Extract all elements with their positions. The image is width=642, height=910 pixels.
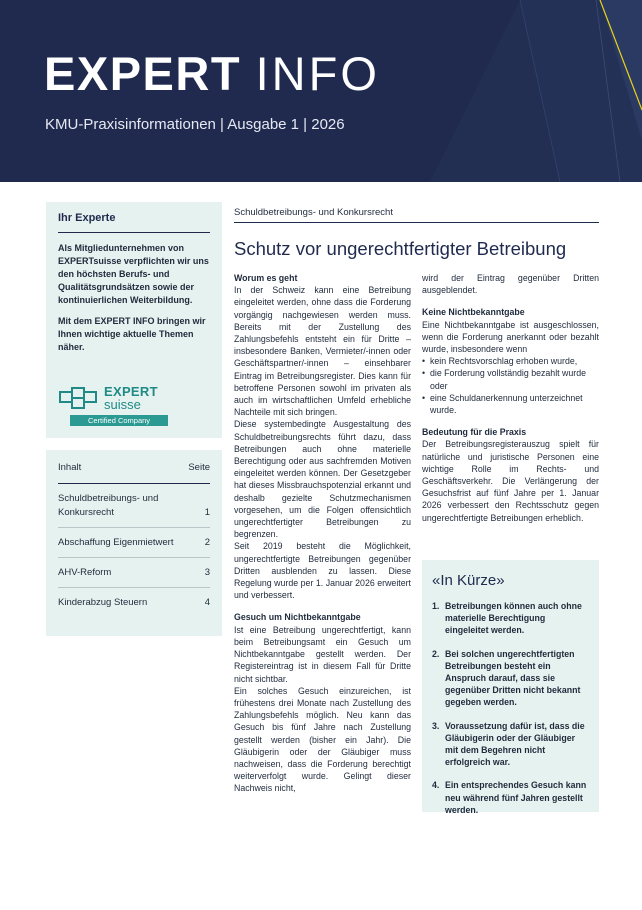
title-light: INFO bbox=[255, 47, 380, 100]
summary-number: 3. bbox=[432, 720, 440, 731]
section-label: Schuldbetreibungs- und Konkursrecht bbox=[234, 207, 393, 218]
summary-title: «In Kürze» bbox=[432, 572, 505, 589]
summary-item bbox=[432, 648, 590, 709]
summary-number: 4. bbox=[432, 780, 440, 791]
toc-header bbox=[58, 450, 210, 484]
certified-badge: Certified Company bbox=[70, 415, 168, 426]
toc-title: AHV-Reform bbox=[58, 567, 112, 578]
paragraph: wird der Eintrag gegenüber Dritten ausgeblendet. bbox=[422, 273, 599, 296]
subheading: Bedeutung für die Praxis bbox=[422, 427, 527, 438]
toc-page: 1 bbox=[204, 507, 210, 518]
expertsuisse-logo bbox=[58, 384, 168, 424]
summary-text: Bei solchen ungerechtfertigten Betreibungen besteht ein Anspruch darauf, dass sie gegenüber Dritten nicht bekannt gegeben werden. bbox=[445, 648, 581, 708]
toc-row[interactable] bbox=[58, 588, 210, 617]
toc-header-right: Seite bbox=[188, 462, 210, 473]
subheading: Worum es geht bbox=[234, 273, 298, 283]
table-of-contents bbox=[46, 450, 222, 636]
toc-row[interactable] bbox=[58, 484, 210, 528]
expertsuisse-mark-icon bbox=[58, 386, 100, 410]
article-column-2 bbox=[422, 272, 599, 524]
list-item: • kein Rechtsvorschlag erhoben wurde, bbox=[422, 355, 599, 367]
summary-number: 2. bbox=[432, 648, 440, 659]
header-banner bbox=[0, 0, 642, 182]
subheading: Gesuch um Nichtbekanntgabe bbox=[234, 612, 361, 623]
summary-item bbox=[432, 600, 590, 637]
publication-title bbox=[44, 47, 380, 100]
summary-text: Voraussetzung dafür ist, dass die Gläubigerin oder der Gläubiger mit dem Begehren nicht erfolgreich war. bbox=[445, 720, 585, 768]
paragraph: Seit 2019 besteht die Möglichkeit, ungerechtfertigte Betreibungen gegenüber Dritten ausblenden zu lassen. Diese Regelung wurde per 1. Januar 2026 erweitert und verbessert. bbox=[234, 541, 411, 601]
summary-number: 1. bbox=[432, 601, 440, 611]
article-title: Schutz vor ungerechtfertigter Betreibung bbox=[234, 238, 567, 259]
summary-box bbox=[422, 560, 599, 815]
expert-paragraph: Als Mitgliedunternehmen von EXPERTsuisse verpflichten wir uns den höchsten Berufs- und Qualitätsgrundsätzen sowie der kontinuierlichen Weiterbildung. bbox=[58, 243, 209, 305]
logo-line2: suisse bbox=[104, 397, 141, 412]
paragraph: Eine Nichtbekanntgabe ist ausgeschlossen, wenn die Forderung anerkannt oder bezahlt wurde, insbesondere wenn bbox=[422, 319, 599, 355]
subheading: Keine Nichtbekanntgabe bbox=[422, 307, 525, 318]
toc-page: 3 bbox=[204, 567, 210, 578]
toc-title: Schuldbetreibungs- und Konkursrecht bbox=[58, 493, 159, 518]
publication-subtitle: KMU-Praxisinformationen | Ausgabe 1 | 2026 bbox=[45, 116, 345, 133]
list-item: • die Forderung vollständig bezahlt wurde oder bbox=[422, 367, 599, 391]
toc-page: 2 bbox=[204, 537, 210, 548]
paragraph: In der Schweiz kann eine Betreibung eingeleitet werden, ohne dass die Forderung vorgängig nachgewiesen werden muss. Bereits mit der Zustellung des Zahlungsbefehls entsteht ein für Dritte – insbesondere Banken, Vermieter/-innen oder Geschäftspartner/-innen – einsehbarer Eintrag im Betreibungsregister. Dies kann für betroffene Personen sowohl im privaten als auch im wirtschaftlichen Umfeld erhebliche Nachteile mit sich bringen. bbox=[234, 285, 411, 418]
summary-item bbox=[432, 779, 590, 816]
bullet-list bbox=[422, 355, 599, 416]
toc-row[interactable] bbox=[58, 528, 210, 558]
paragraph: Ein solches Gesuch einzureichen, ist frühestens drei Monate nach Zustellung des Zahlungsbefehls möglich. Neu kann das Gesuch bis fünf Jahre nach Zustellung gestellt werden (bisher ein Jahr). Die Gläubigerin oder der Gläubiger muss nachweisen, dass die Forderung berechtigt weiterverfolgt wurde. Gelingt dieser Nachweis nicht, bbox=[234, 685, 411, 794]
article-column-1 bbox=[234, 272, 411, 795]
toc-title: Abschaffung Eigenmietwert bbox=[58, 537, 174, 548]
toc-header-left: Inhalt bbox=[58, 462, 82, 473]
toc-title: Kinderabzug Steuern bbox=[58, 597, 148, 608]
paragraph: Ist eine Betreibung ungerechtfertigt, kann beim Betreibungsamt ein Gesuch um Nichtbekanntgabe gestellt werden. Der Registereintrag ist in diesem Fall für Dritte nicht sichtbar. bbox=[234, 624, 411, 684]
section-divider bbox=[234, 222, 599, 223]
summary-item bbox=[432, 720, 590, 769]
summary-text: Betreibungen können auch ohne materielle Berechtigung eingeleitet werden. bbox=[445, 601, 582, 636]
expert-paragraph: Mit dem EXPERT INFO bringen wir Ihnen wichtige aktuelle Themen näher. bbox=[58, 316, 206, 352]
summary-text: Ein entsprechendes Gesuch kann neu während fünf Jahren gestellt werden. bbox=[445, 780, 587, 815]
expert-box-title: Ihr Experte bbox=[58, 212, 210, 233]
expert-box bbox=[46, 202, 222, 438]
paragraph: Der Betreibungsregisterauszug spielt für natürliche und juristische Personen eine wichtige Rolle im Rechts- und Geschäftsverkehr. Die Verlängerung der Gesuchsfrist auf fünf Jahre per 1. Januar 2026 verbessert den Rechtsschutz gegen ungerechtfertigte Betreibungen erheblich. bbox=[422, 439, 599, 523]
logo-line1: EXPERT bbox=[104, 384, 158, 399]
expert-box-text bbox=[58, 242, 210, 354]
paragraph: Diese systembedingte Ausgestaltung des Schuldbetreibungsrechts führt dazu, dass Betreibungen auch ohne materielle Berechtigung oder aus sachfremden Motiven eingeleitet werden können. Der Gesetzgeber hat dieses Missbrauchspotenzial erkannt und deshalb gezielte Schutzmechanismen vorgesehen, um die Folgen offensichtlich ungerechtfertigter Betreibungen zu begrenzen. bbox=[234, 419, 411, 540]
list-item: • eine Schuldanerkennung unterzeichnet wurde. bbox=[422, 392, 599, 416]
toc-page: 4 bbox=[204, 597, 210, 608]
title-bold: EXPERT bbox=[44, 47, 242, 100]
toc-row[interactable] bbox=[58, 558, 210, 588]
